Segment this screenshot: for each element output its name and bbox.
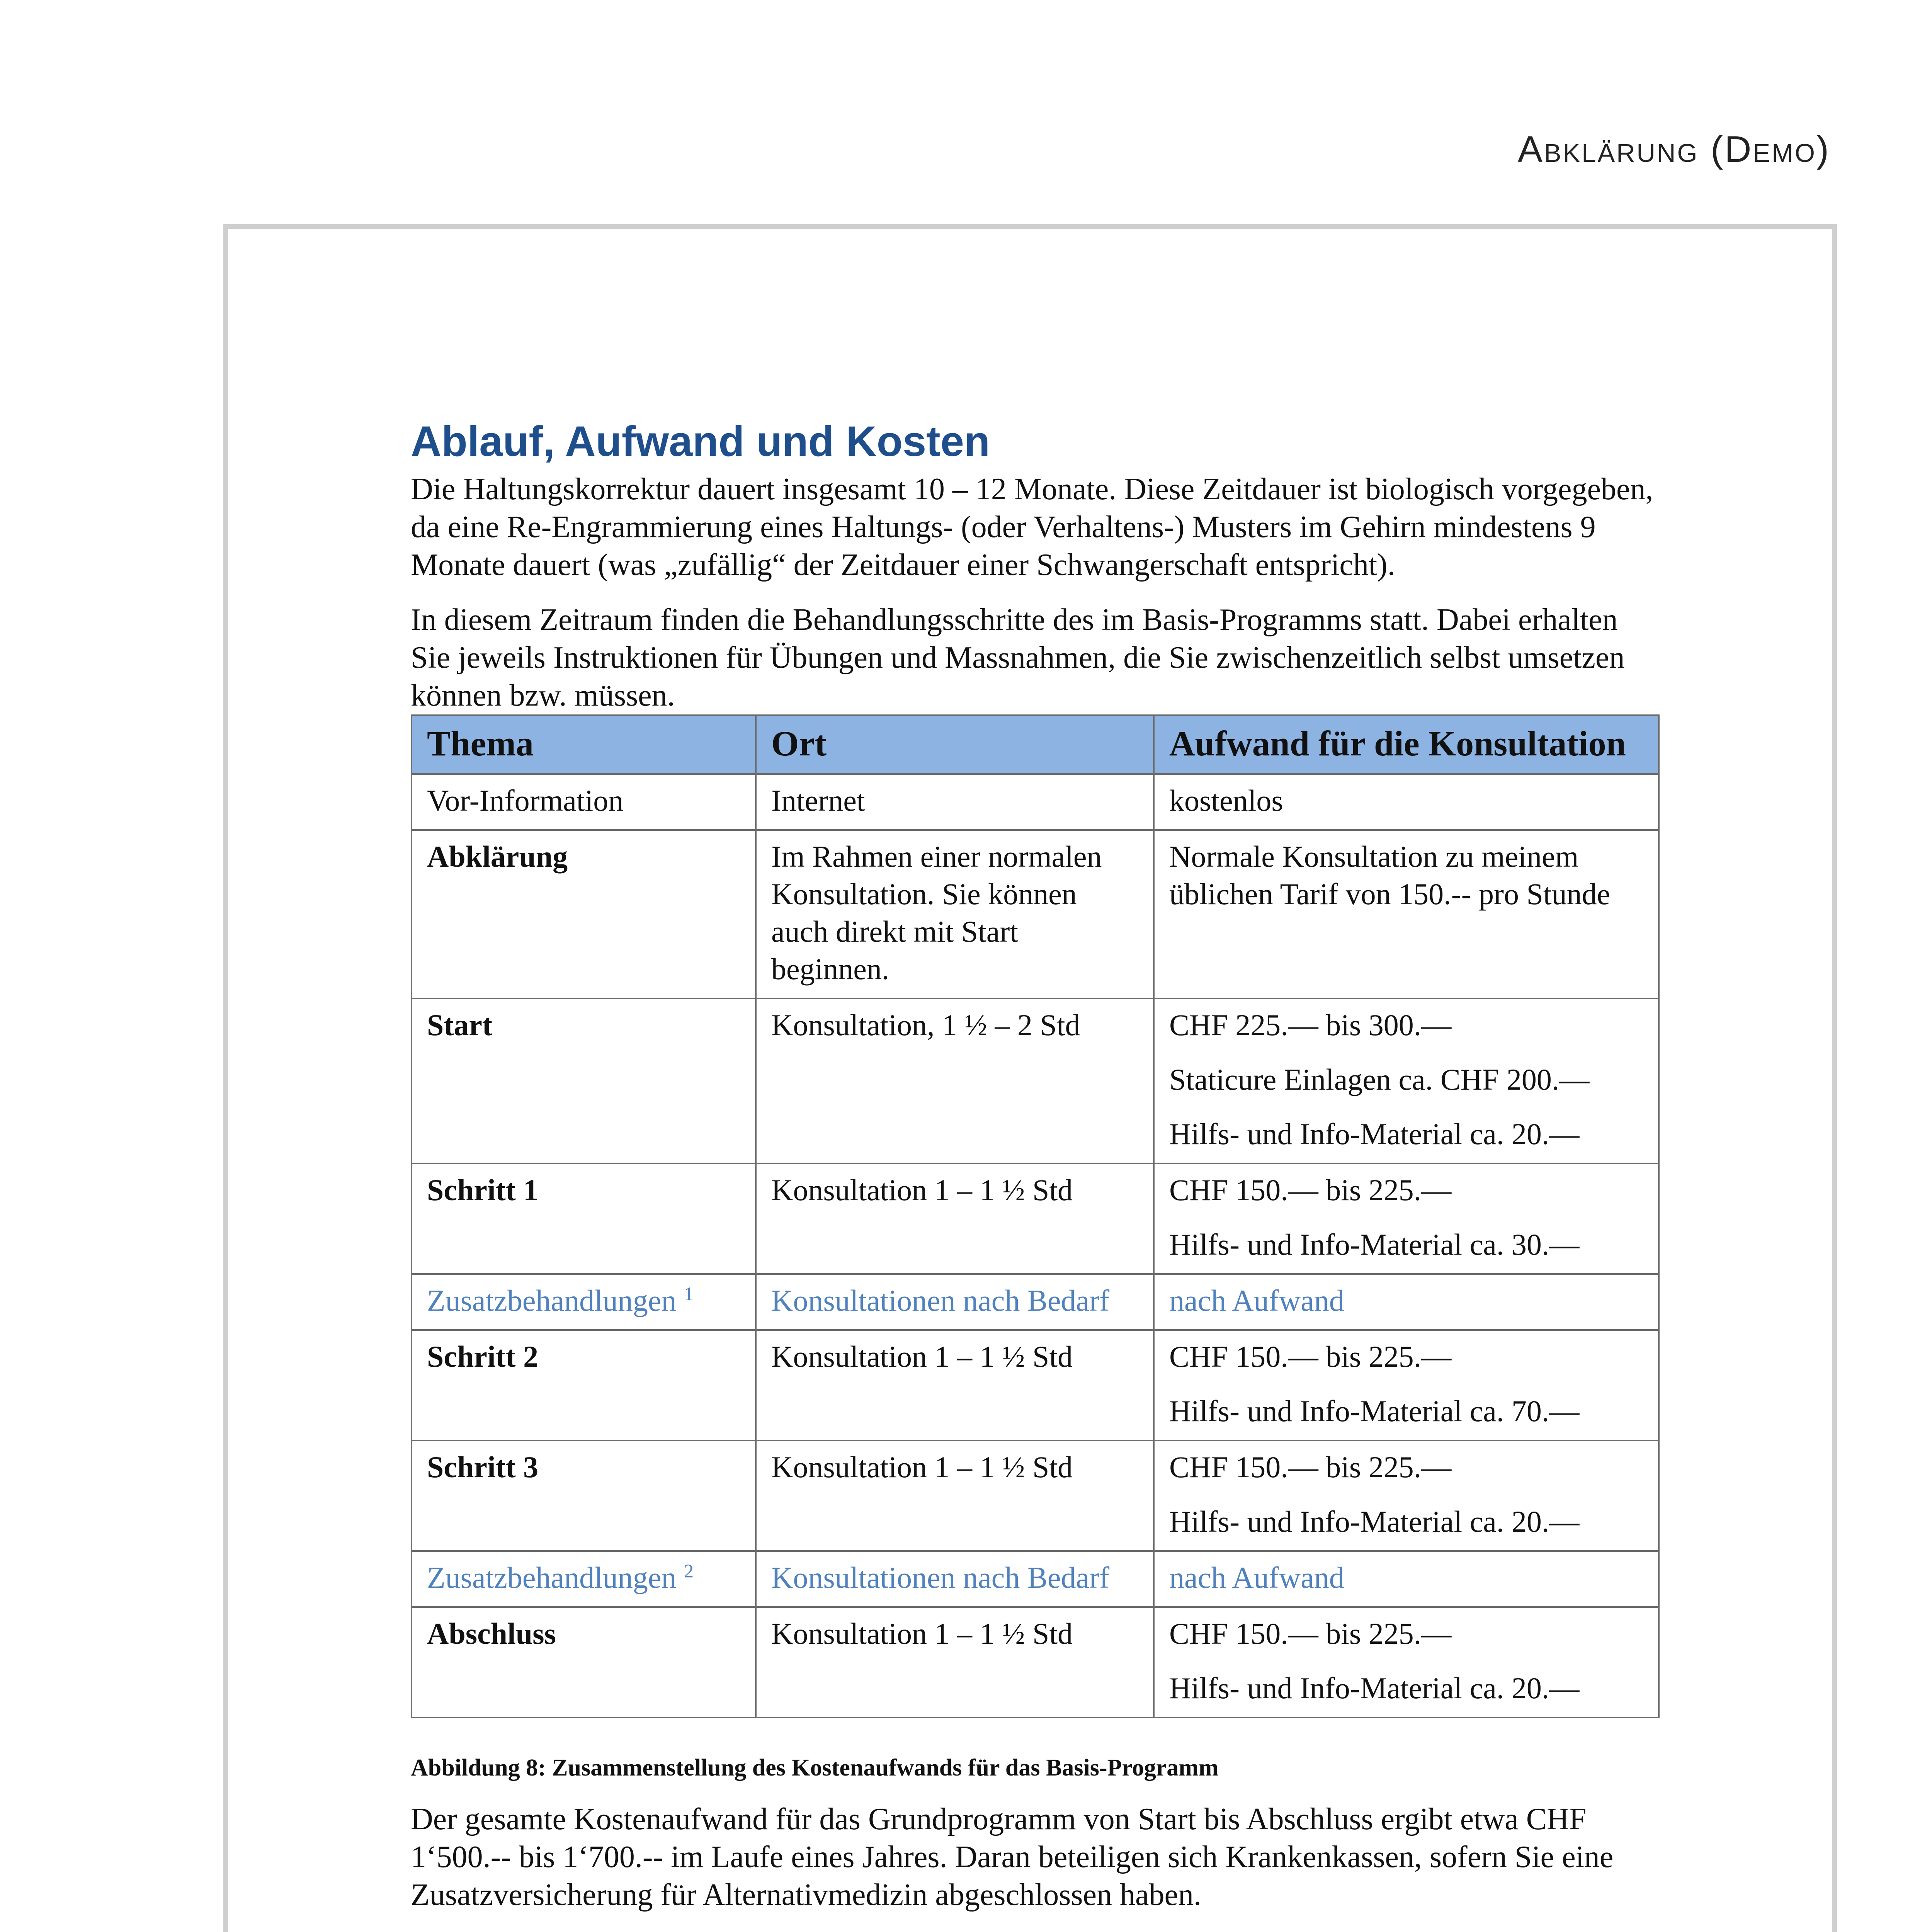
cell-topic: [412, 1163, 756, 1274]
topic-label: Abschluss: [427, 1616, 556, 1650]
cost-line: Hilfs- und Info-Material ca. 20.—: [1169, 1671, 1580, 1705]
cell-topic: [412, 1440, 756, 1551]
summary-paragraph: Der gesamte Kostenaufwand für das Grundprogramm von Start bis Abschluss ergibt etwa CHF 1‘500.-- bis 1‘700.-- im Laufe eines Jahres. Daran beteiligen sich Krankenkassen, sofern Sie eine Zusatzversicherung für Alternativmedizin abgeschlossen haben.: [411, 1802, 1614, 1912]
cost-line: Hilfs- und Info-Material ca. 30.—: [1169, 1227, 1580, 1261]
cost-line: CHF 225.— bis 300.—: [1169, 1008, 1452, 1042]
cell-topic: [412, 1551, 756, 1607]
table-row: [412, 1607, 1659, 1718]
cell-cost: [1154, 998, 1659, 1163]
cost-line: CHF 150.— bis 225.—: [1169, 1616, 1452, 1650]
table-row: [412, 1551, 1659, 1607]
cost-line: Staticure Einlagen ca. CHF 200.—: [1169, 1062, 1590, 1096]
cell-cost: [1154, 830, 1659, 998]
cost-line: Normale Konsultation zu meinem üblichen Tarif von 150.-- pro Stunde: [1169, 839, 1611, 911]
section-title: Ablauf, Aufwand und Kosten: [411, 418, 990, 465]
table-row: [412, 998, 1659, 1163]
topic-label: Schritt 2: [427, 1339, 539, 1373]
cell-place: Konsultationen nach Bedarf: [756, 1274, 1154, 1330]
column-header-ort: Ort: [756, 715, 1154, 774]
cell-topic: [412, 830, 756, 998]
footnote-reference: 1: [684, 1282, 694, 1304]
footnote-reference: 2: [684, 1560, 694, 1582]
cell-place: Konsultationen nach Bedarf: [756, 1551, 1154, 1607]
table-row: [412, 1330, 1659, 1440]
cost-line: nach Aufwand: [1169, 1283, 1344, 1317]
page-content: [411, 417, 1663, 1932]
topic-label: Schritt 1: [427, 1173, 539, 1207]
cell-place: Konsultation 1 – 1 ½ Std: [756, 1440, 1154, 1551]
cost-line: CHF 150.— bis 225.—: [1169, 1450, 1452, 1484]
cell-cost: [1154, 1551, 1659, 1607]
cell-topic: [412, 1330, 756, 1440]
cost-line: Hilfs- und Info-Material ca. 20.—: [1169, 1504, 1580, 1538]
table-row: [412, 1163, 1659, 1274]
cost-line: CHF 150.— bis 225.—: [1169, 1173, 1452, 1207]
cell-place: Konsultation 1 – 1 ½ Std: [756, 1607, 1154, 1718]
cell-topic: [412, 998, 756, 1163]
cost-line: nach Aufwand: [1169, 1560, 1344, 1594]
table-body: [412, 774, 1659, 1718]
cost-line: CHF 150.— bis 225.—: [1169, 1339, 1452, 1373]
table-row: [412, 830, 1659, 998]
table-row: [412, 774, 1659, 830]
process-paragraph: In diesem Zeitraum finden die Behandlungsschritte des im Basis-Programms statt. Dabei erhalten Sie jeweils Instruktionen für Übungen und Massnahmen, die Sie zwischenzeitlich selbst umsetzen können bzw. müssen.: [411, 602, 1625, 713]
topic-label: Vor-Information: [427, 783, 624, 817]
cell-cost: [1154, 1163, 1659, 1274]
cell-cost: [1154, 1607, 1659, 1718]
column-header-aufwand: Aufwand für die Konsultation: [1154, 715, 1659, 774]
cell-topic: [412, 1607, 756, 1718]
running-header: Abklärung (Demo): [1517, 129, 1830, 170]
figure-caption: Abbildung 8: Zusammenstellung des Kostenaufwands für das Basis-Programm: [411, 1754, 1219, 1781]
table-row: [412, 1440, 1659, 1551]
cell-cost: [1154, 774, 1659, 830]
topic-label: Schritt 3: [427, 1450, 539, 1484]
cell-cost: [1154, 1440, 1659, 1551]
cost-table: [411, 714, 1660, 1718]
topic-label: Zusatzbehandlungen: [427, 1560, 677, 1594]
intro-paragraph: Die Haltungskorrektur dauert insgesamt 10 – 12 Monate. Diese Zeitdauer ist biologisch vorgegeben, da eine Re-Engrammierung eines Haltungs- (oder Verhaltens-) Musters im Gehirn mindestens 9 Monate dauert (was „zufällig“ der Zeitdauer einer Schwangerschaft entspricht).: [411, 472, 1653, 582]
cost-line: Hilfs- und Info-Material ca. 70.—: [1169, 1394, 1580, 1428]
topic-label: Zusatzbehandlungen: [427, 1283, 677, 1317]
table-row: [412, 1274, 1659, 1330]
topic-label: Abklärung: [427, 839, 568, 873]
cell-topic: [412, 774, 756, 830]
topic-label: Start: [427, 1008, 492, 1042]
cell-place: Konsultation 1 – 1 ½ Std: [756, 1163, 1154, 1274]
cell-topic: [412, 1274, 756, 1330]
cost-line: kostenlos: [1169, 783, 1283, 817]
cell-place: Internet: [756, 774, 1154, 830]
cost-line: Hilfs- und Info-Material ca. 20.—: [1169, 1117, 1580, 1151]
column-header-thema: Thema: [412, 715, 756, 774]
cell-place: Konsultation 1 – 1 ½ Std: [756, 1330, 1154, 1440]
cell-cost: [1154, 1274, 1659, 1330]
cell-place: Im Rahmen einer normalen Konsultation. Sie können auch direkt mit Start beginnen.: [756, 830, 1154, 998]
table-header-row: [412, 715, 1659, 774]
cell-cost: [1154, 1330, 1659, 1440]
cell-place: Konsultation, 1 ½ – 2 Std: [756, 998, 1154, 1163]
